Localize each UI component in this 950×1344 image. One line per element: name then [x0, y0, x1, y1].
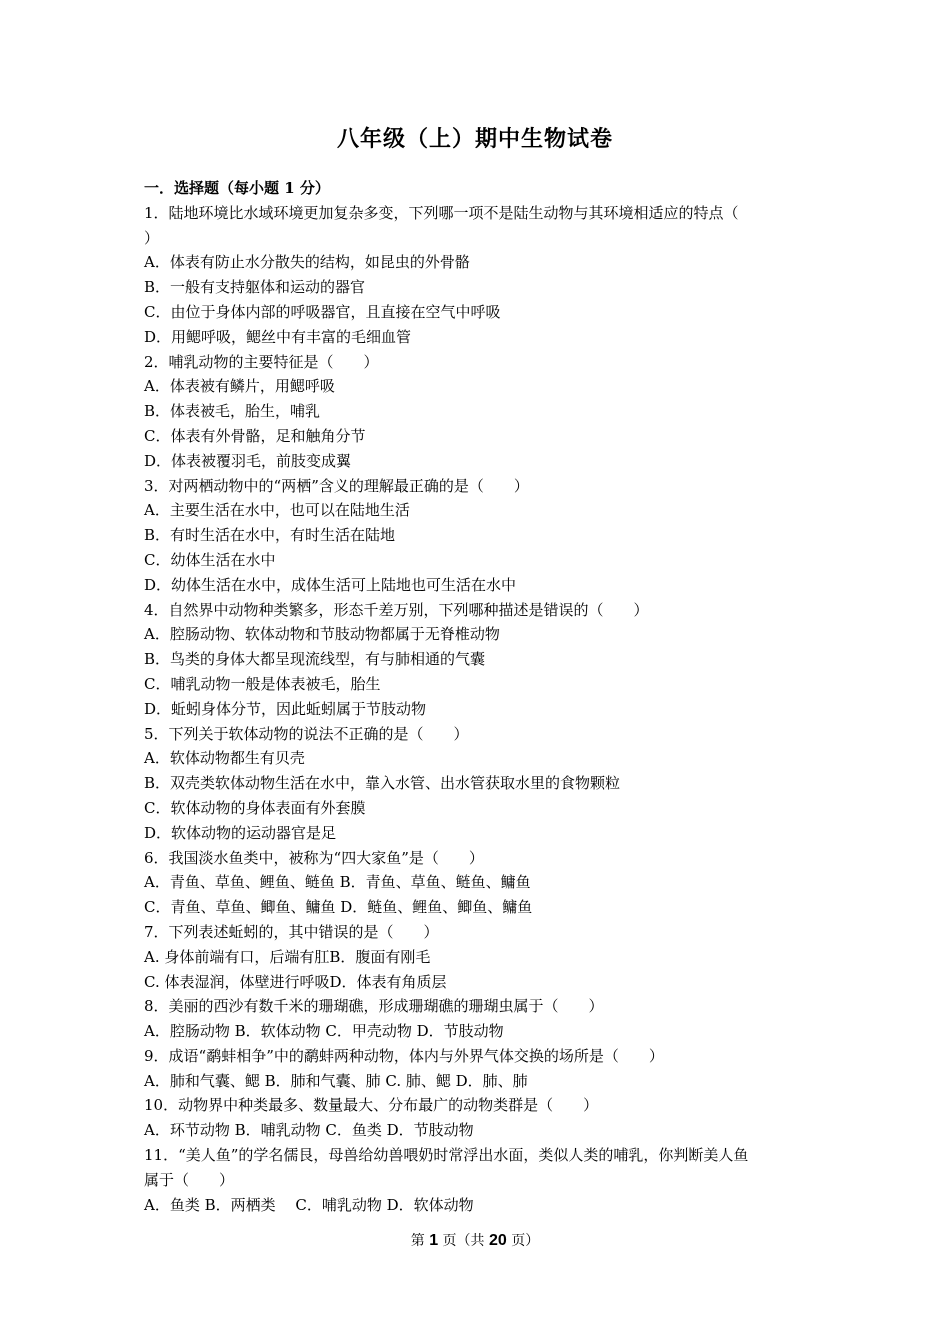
question-line: D．软体动物的运动器官是足 — [144, 823, 337, 842]
question-line: A．青鱼、草鱼、鲤鱼、鲢鱼 B．青鱼、草鱼、鲢鱼、鳙鱼 — [144, 873, 531, 892]
question-line: C. 体表湿润，体壁进行呼吸D．体表有角质层 — [144, 972, 447, 991]
footer-prefix: 第 — [410, 1233, 430, 1249]
footer-total-pages: 20 — [489, 1232, 507, 1249]
question-line: 2．哺乳动物的主要特征是（ ） — [144, 352, 379, 371]
question-line: 8．美丽的西沙有数千米的珊瑚礁，形成珊瑚礁的珊瑚虫属于（ ） — [144, 997, 604, 1016]
question-line: C．幼体生活在水中 — [144, 550, 276, 569]
question-line: A．环节动物 B．哺乳动物 C．鱼类 D．节肢动物 — [144, 1121, 474, 1140]
question-line: A．鱼类 B．两栖类 C．哺乳动物 D．软体动物 — [144, 1195, 474, 1214]
question-line: D．用鳃呼吸，鳃丝中有丰富的毛细血管 — [144, 327, 412, 346]
footer-middle: 页（共 — [438, 1233, 489, 1249]
question-line: 3．对两栖动物中的“两栖”含义的理解最正确的是（ ） — [144, 476, 529, 495]
question-line: ） — [144, 228, 160, 247]
question-line: A．体表被有鳞片，用鳃呼吸 — [144, 377, 335, 396]
question-line: A．软体动物都生有贝壳 — [144, 749, 305, 768]
question-line: 6．我国淡水鱼类中，被称为“四大家鱼”是（ ） — [144, 848, 484, 867]
question-line: A．腔肠动物、软体动物和节肢动物都属于无脊椎动物 — [144, 625, 500, 644]
question-line: 9．成语“鹬蚌相争”中的鹬蚌两种动物，体内与外界气体交换的场所是（ ） — [144, 1046, 664, 1065]
question-line: B．双壳类软体动物生活在水中，靠入水管、出水管获取水里的食物颗粒 — [144, 774, 621, 793]
question-line: D．幼体生活在水中，成体生活可上陆地也可生活在水中 — [144, 575, 517, 594]
question-line: 4．自然界中动物种类繁多，形态千差万别，下列哪种描述是错误的（ ） — [144, 600, 649, 619]
footer-page-number: 1 — [429, 1232, 439, 1249]
question-line: A．肺和气囊、鳃 B．肺和气囊、肺 C. 肺、鳃 D．肺、肺 — [144, 1071, 528, 1090]
question-line: C．体表有外骨骼，足和触角分节 — [144, 426, 366, 445]
question-line: B．体表被毛，胎生，哺乳 — [144, 402, 321, 421]
question-line: C．哺乳动物一般是体表被毛，胎生 — [144, 674, 381, 693]
question-line: A．腔肠动物 B．软体动物 C．甲壳动物 D．节肢动物 — [144, 1022, 504, 1041]
question-line: A．体表有防止水分散失的结构，如昆虫的外骨骼 — [144, 253, 470, 272]
question-line: B．有时生活在水中，有时生活在陆地 — [144, 526, 396, 545]
question-line: B．鸟类的身体大都呈现流线型，有与肺相通的气囊 — [144, 650, 486, 669]
question-line: 5．下列关于软体动物的说法不正确的是（ ） — [144, 724, 469, 743]
question-line: C．由位于身体内部的呼吸器官，且直接在空气中呼吸 — [144, 302, 501, 321]
question-line: D．体表被覆羽毛，前肢变成翼 — [144, 451, 352, 470]
question-line: A. 身体前端有口，后端有肛B．腹面有刚毛 — [144, 947, 431, 966]
footer-suffix: 页） — [506, 1233, 540, 1249]
question-list — [144, 176, 814, 1217]
question-line: 7．下列表述蚯蚓的，其中错误的是（ ） — [144, 922, 439, 941]
question-line: 11．“美人鱼”的学名儒艮，母兽给幼兽喂奶时常浮出水面，类似人类的哺乳，你判断美人鱼 — [144, 1146, 749, 1165]
page-footer — [0, 1230, 950, 1250]
question-line: B．一般有支持躯体和运动的器官 — [144, 278, 366, 297]
question-line: C．青鱼、草鱼、鲫鱼、鳙鱼 D．鲢鱼、鲤鱼、鲫鱼、鳙鱼 — [144, 898, 533, 917]
question-line: D．蚯蚓身体分节，因此蚯蚓属于节肢动物 — [144, 699, 427, 718]
question-line: 10．动物界中种类最多、数量最大、分布最广的动物类群是（ ） — [144, 1096, 599, 1115]
question-line: C．软体动物的身体表面有外套膜 — [144, 798, 366, 817]
section-heading: 一．选择题（每小题 1 分） — [144, 179, 330, 197]
question-line: A．主要生活在水中，也可以在陆地生活 — [144, 501, 410, 520]
question-line: 属于（ ） — [144, 1170, 235, 1189]
page-title: 八年级（上）期中生物试卷 — [336, 126, 613, 152]
question-line: 1．陆地环境比水域环境更加复杂多变，下列哪一项不是陆生动物与其环境相适应的特点（ — [144, 203, 739, 222]
